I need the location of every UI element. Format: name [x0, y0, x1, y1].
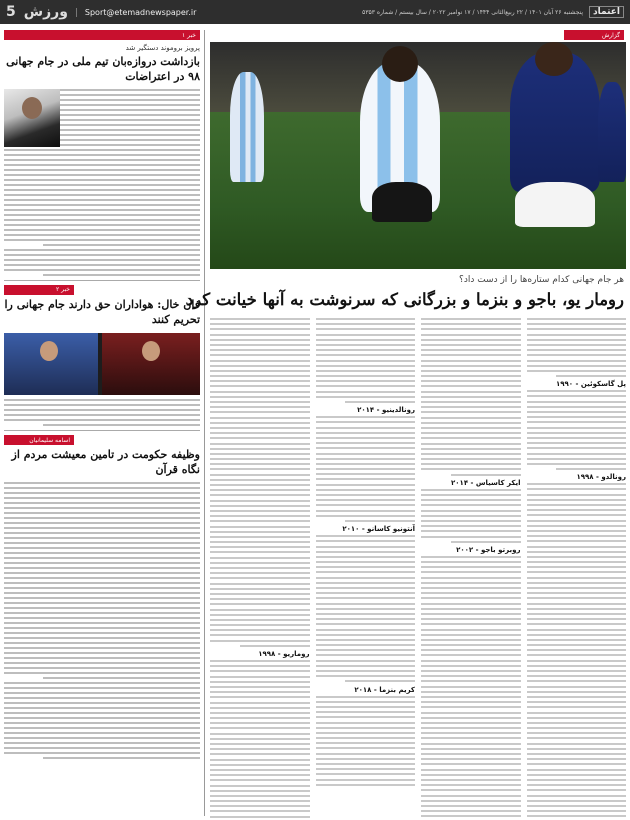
- subhead: روماریو - ۱۹۹۸: [258, 650, 310, 658]
- story2-tag-label: خبر ۲: [56, 286, 70, 294]
- masthead: [0, 0, 630, 24]
- story3-tag: [4, 435, 74, 445]
- story1-headline[interactable]: بازداشت دروازه‌بان تیم ملی در جام جهانی ۹۸ در اعتراضات: [6, 55, 200, 83]
- subhead: پل گاسکوئین - ۱۹۹۰: [555, 380, 626, 389]
- story-divider: [4, 430, 200, 431]
- section-email[interactable]: Sport@etemadnewspaper.ir: [76, 8, 197, 17]
- player-head: [382, 46, 418, 82]
- van-gaal-photo: [4, 333, 200, 395]
- story2-body: [4, 399, 200, 426]
- body-column-3: [316, 318, 416, 818]
- story3-body: [4, 482, 200, 759]
- body-column-1: [527, 318, 627, 818]
- subhead: روبرتو باجو - ۲۰۰۲: [456, 545, 521, 554]
- hero-photo-football-match: [210, 42, 626, 269]
- story3-headline[interactable]: وظیفه حکومت در تامین معیشت مردم از نگاه قرآن: [11, 448, 200, 477]
- goalkeeper-photo: [4, 89, 60, 147]
- section-name: ورزش: [23, 4, 68, 20]
- subhead: کریم بنزما - ۲۰۱۸: [354, 685, 415, 694]
- column-divider: [204, 30, 205, 816]
- masthead-right: [362, 6, 624, 18]
- feature-headline[interactable]: رومار یو، باجو و بنزما و بزرگانی که سرنوشت به آنها خیانت کرد: [185, 290, 624, 309]
- player-shorts: [372, 182, 432, 222]
- story2-tag: [4, 285, 74, 295]
- subhead: ایکر کاسیاس - ۲۰۱۴: [451, 478, 521, 487]
- report-tag-label: گزارش: [601, 31, 620, 39]
- feature-kicker: هر جام جهانی کدام ستاره‌ها را از دست داد؟: [459, 275, 624, 285]
- player-background: [230, 72, 264, 182]
- subhead: آنتونیو کاسانو - ۲۰۱۰: [342, 525, 415, 534]
- subhead: رونالدینیو - ۲۰۱۴: [357, 406, 415, 415]
- date-line: پنجشنبه ۲۶ آبان ۱۴۰۱ / ۲۲ ربیع‌الثانی ۱۴۴۴ / ۱۷ نوامبر ۲۰۲۲ / سال بیستم / شماره ۵۳۵۳: [362, 8, 584, 16]
- story1-tag: [4, 30, 200, 40]
- feature-body: [210, 318, 626, 818]
- story1-kicker: پرویز بروموند دستگیر شد: [125, 44, 200, 52]
- newspaper-logo: اعتماد: [589, 6, 624, 18]
- body-column-4: [210, 318, 310, 818]
- story3-tag-label: اسامه سلیمانیان: [29, 436, 70, 444]
- player-head: [535, 42, 573, 76]
- side-column: [4, 30, 200, 816]
- body-column-2: [421, 318, 521, 818]
- story1-tag-label: خبر ۱: [182, 31, 196, 39]
- report-tag: [564, 30, 624, 40]
- player-edge: [598, 82, 626, 182]
- story2-headline[interactable]: فان خال: هواداران حق دارند جام جهانی را تحریم کنند: [4, 297, 200, 326]
- story-divider: [4, 280, 200, 281]
- masthead-left: [6, 4, 196, 20]
- subhead: رونالدو - ۱۹۹۸: [576, 473, 626, 482]
- player-shorts: [515, 182, 595, 227]
- page-number: 5: [6, 4, 16, 20]
